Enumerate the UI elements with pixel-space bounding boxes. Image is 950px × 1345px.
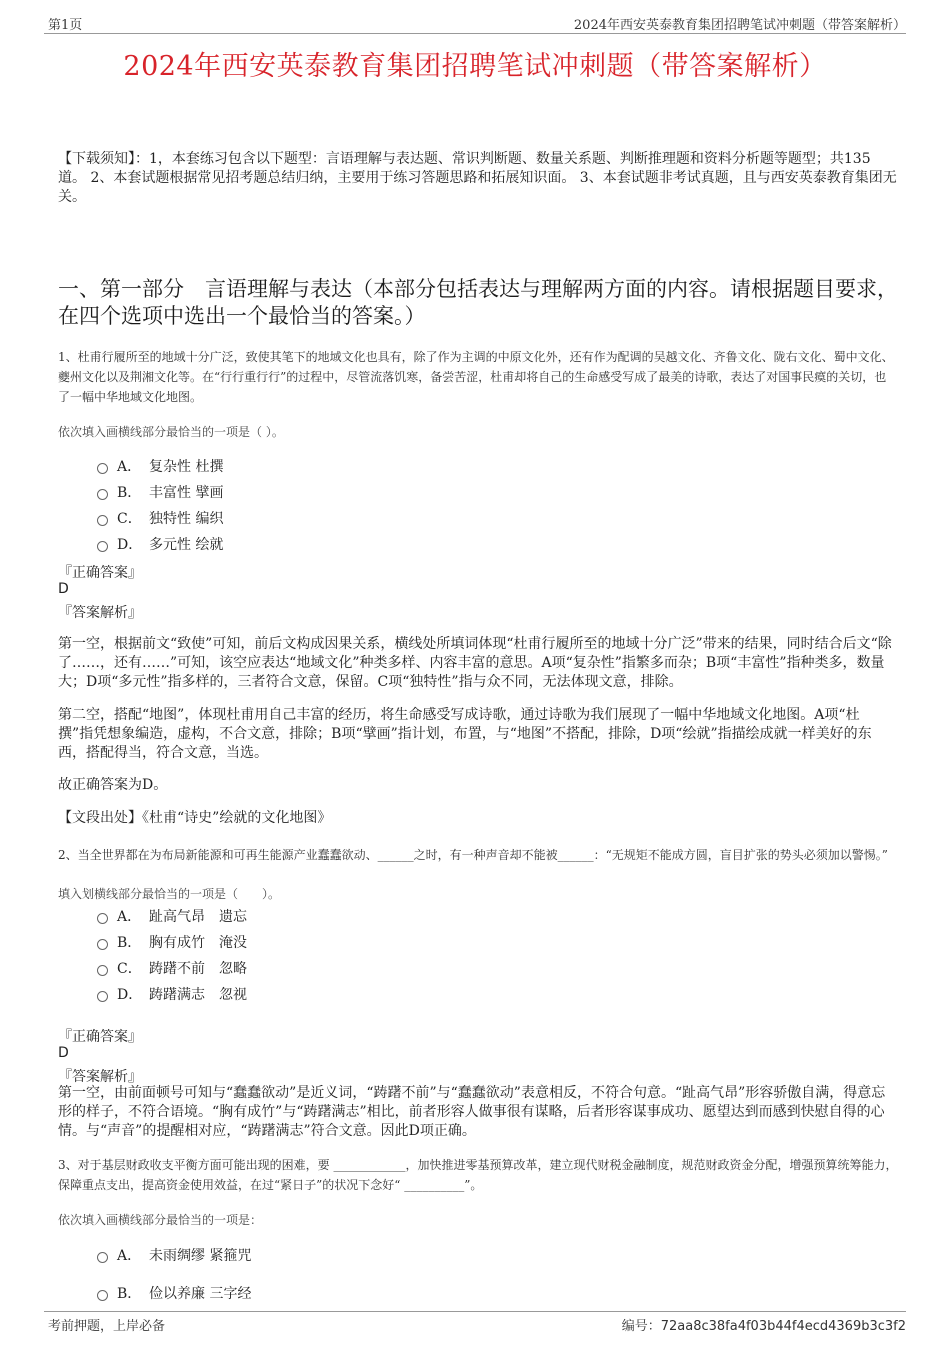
section-heading: 一、第一部分 言语理解与表达（本部分包括表达与理解两方面的内容。请根据题目要求，在四个选项中选出一个最恰当的答案。） bbox=[58, 277, 898, 328]
code-value: 72aa8c38fa4f03b44f4ecd4369b3c3f2 bbox=[660, 1319, 906, 1334]
option-letter: A． bbox=[117, 1248, 142, 1264]
option-letter: D． bbox=[117, 987, 143, 1003]
q2-analysis-label: 『答案解析』 bbox=[58, 1069, 142, 1085]
q1-option-d[interactable] bbox=[97, 534, 223, 554]
q1-option-a[interactable] bbox=[97, 456, 223, 476]
page-number: 第1页 bbox=[48, 18, 83, 33]
q1-analysis-label: 『答案解析』 bbox=[58, 605, 142, 621]
radio-icon[interactable] bbox=[97, 965, 108, 976]
q2-analysis-paragraph: 第一空，由前面顿号可知与“蠢蠢欲动”是近义词，“踌躇不前”与“蠢蠢欲动”表意相反，不符合句意。“趾高气昂”形容骄傲自满，得意忘形的样子，不符合语境。“胸有成竹”与“踌躇满志”相比，前者形容人做事很有谋略，后者形容谋事成功、愿望达到而感到快慰自得的心情。与“声音”的提醒相对应，“踌躇满志”符合文意。因此D项正确。 bbox=[58, 1085, 886, 1139]
q1-analysis-paragraph: 第一空，根据前文“致使”可知，前后文构成因果关系，横线处所填词体现“杜甫行履所至的地域十分广泛”带来的结果，同时结合后文“除了……，还有……”可知，该空应表达“地域文化”种类多样、内容丰富的意思。A项“复杂性”指繁多而杂；B项“丰富性”指种类多，数量大；D项“多元性”指多样的，三者符合文意，保留。C项“独特性”指与众不同，无法体现文意，排除。 bbox=[58, 636, 892, 690]
question-3-prompt: 依次填入画横线部分最恰当的一项是： bbox=[58, 1213, 263, 1227]
radio-icon[interactable] bbox=[97, 515, 108, 526]
q1-option-b[interactable] bbox=[97, 482, 223, 502]
question-2-prompt: 填入划横线部分最恰当的一项是（ ）。 bbox=[58, 887, 281, 901]
option-letter: A． bbox=[117, 459, 142, 475]
option-letter: A． bbox=[117, 909, 142, 925]
running-title: 2024年西安英泰教育集团招聘笔试冲刺题（带答案解析） bbox=[573, 18, 906, 33]
option-text: 多元性 绘就 bbox=[149, 537, 224, 553]
q3-option-a[interactable] bbox=[97, 1245, 251, 1265]
option-letter: B． bbox=[117, 485, 142, 501]
header-divider bbox=[44, 33, 906, 34]
q1-analysis-paragraph: 第二空，搭配“地图”，体现杜甫用自己丰富的经历，将生命感受写成诗歌，通过诗歌为我们展现了一幅中华地域文化地图。A项“杜撰”指凭想象编造，虚构，不合文意，排除；B项“擘画”指计划，布置，与“地图”不搭配，排除，D项“绘就”指描绘成就一样美好的东西，搭配得当，符合文意，当选。 bbox=[58, 707, 872, 761]
option-text: 复杂性 杜撰 bbox=[149, 459, 224, 475]
option-text: 踌躇不前 忽略 bbox=[149, 961, 247, 977]
q1-option-c[interactable] bbox=[97, 508, 223, 528]
q2-answer-label: 『正确答案』 bbox=[58, 1029, 142, 1045]
footer-slogan: 考前押题，上岸必备 bbox=[48, 1319, 166, 1334]
question-1-prompt: 依次填入画横线部分最恰当的一项是（ ）。 bbox=[58, 425, 284, 439]
option-text: 未雨绸缪 紧箍咒 bbox=[149, 1248, 252, 1264]
question-3-stem: 3、对于基层财政收支平衡方面可能出现的困难，要 ____________，加快推进零基预算改革，建立现代财税金融制度，规范财政资金分配，增强预算统筹能力，保障重点支出，提高资金使用效益，在过“紧日子”的状况下念好“ __________”。 bbox=[58, 1158, 898, 1192]
q2-answer: D bbox=[58, 1045, 69, 1061]
question-2-stem: 2、当全世界都在为布局新能源和可再生能源产业蠢蠢欲动、______之时，有一种声音却不能被______：“无规矩不能成方圆，盲目扩张的势头必须加以警惕。” bbox=[58, 848, 888, 862]
code-label: 编号： bbox=[621, 1319, 661, 1334]
document-title: 2024年西安英泰教育集团招聘笔试冲刺题（带答案解析） bbox=[123, 51, 827, 82]
option-text: 丰富性 擘画 bbox=[149, 485, 224, 501]
option-text: 踌躇满志 忽视 bbox=[149, 987, 247, 1003]
radio-icon[interactable] bbox=[97, 1252, 108, 1263]
q1-answer-label: 『正确答案』 bbox=[58, 565, 142, 581]
option-text: 胸有成竹 淹没 bbox=[149, 935, 247, 951]
q1-answer: D bbox=[58, 581, 69, 597]
q1-conclusion: 故正确答案为D。 bbox=[58, 777, 168, 793]
option-letter: C． bbox=[117, 511, 142, 527]
option-text: 独特性 编织 bbox=[149, 511, 224, 527]
q2-option-a[interactable] bbox=[97, 906, 247, 926]
q2-option-c[interactable] bbox=[97, 958, 247, 978]
footer-divider bbox=[44, 1311, 906, 1312]
radio-icon[interactable] bbox=[97, 913, 108, 924]
question-1-stem: 1、杜甫行履所至的地域十分广泛，致使其笔下的地域文化也具有，除了作为主调的中原文化外，还有作为配调的吴越文化、齐鲁文化、陇右文化、蜀中文化、夔州文化以及荆湘文化等。在“行行重行行”的过程中，尽管流落饥寒，备尝苦涩，杜甫却将自己的生命感受写成了最美的诗歌，表达了对国事民瘼的关切，也 了一幅中华地域文化地图。 bbox=[58, 350, 894, 404]
option-letter: B． bbox=[117, 1286, 142, 1302]
document-code bbox=[622, 1315, 906, 1334]
radio-icon[interactable] bbox=[97, 489, 108, 500]
option-text: 俭以养廉 三字经 bbox=[149, 1286, 252, 1302]
radio-icon[interactable] bbox=[97, 1290, 108, 1301]
q3-option-b[interactable] bbox=[97, 1283, 251, 1303]
download-notice: 【下载须知】：1，本套练习包含以下题型：言语理解与表达题、常识判断题、数量关系题、判断推理题和资料分析题等题型；共135道。 2、本套试题根据常见招考题总结归纳，主要用于练习答题思路和拓展知识面。 3、本套试题非考试真题，且与西安英泰教育集团无关。 bbox=[58, 151, 897, 205]
radio-icon[interactable] bbox=[97, 991, 108, 1002]
option-letter: B． bbox=[117, 935, 142, 951]
radio-icon[interactable] bbox=[97, 541, 108, 552]
radio-icon[interactable] bbox=[97, 939, 108, 950]
radio-icon[interactable] bbox=[97, 463, 108, 474]
q2-option-b[interactable] bbox=[97, 932, 247, 952]
option-letter: C． bbox=[117, 961, 142, 977]
q1-source: 【文段出处】《杜甫“诗史”绘就的文化地图》 bbox=[58, 810, 332, 826]
option-letter: D． bbox=[117, 537, 143, 553]
option-text: 趾高气昂 遗忘 bbox=[149, 909, 247, 925]
q2-option-d[interactable] bbox=[97, 984, 247, 1004]
